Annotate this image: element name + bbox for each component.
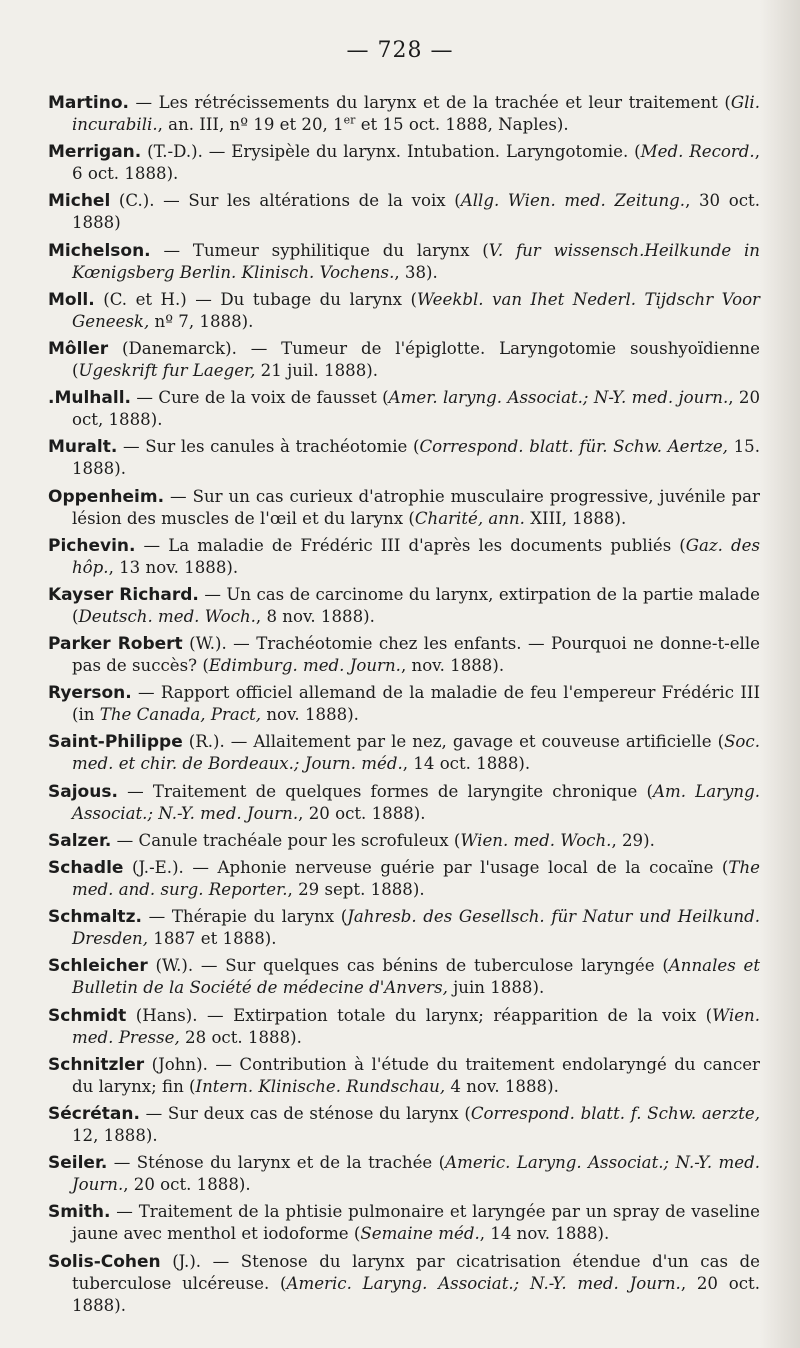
author-name: Merrigan.: [48, 142, 142, 163]
journal-title: Gaz. des hôp.: [72, 535, 760, 577]
journal-title: The med. and. surg. Reporter.: [72, 858, 760, 899]
page-edge-shadow: [760, 0, 800, 1348]
journal-title: V. fur wissensch.Heilkunde in Kœnigsberg Berlin. Klinisch. Vochens.: [72, 240, 760, 282]
bibliography-entry: [48, 338, 760, 382]
author-name: Moll.: [48, 289, 95, 310]
entry-text: (T.-D.). — Erysipèle du larynx. Intubation. Laryngotomie. (: [141, 142, 641, 162]
bibliography-entry: [48, 486, 760, 530]
entry-text: , nov. 1888).: [400, 656, 505, 676]
bibliography-entry: [48, 830, 760, 852]
author-name: Schadle: [48, 858, 124, 878]
entry-text: , 29 sept. 1888).: [287, 880, 425, 899]
author-name: Salzer.: [48, 830, 112, 851]
bibliography-entry: [48, 731, 760, 775]
entry-text: (Hans). — Extirpation totale du larynx; réapparition de la voix (: [126, 1005, 713, 1025]
journal-title: Wien. med. Woch.: [460, 830, 612, 850]
bibliography-entry: [48, 240, 760, 284]
journal-title: Gli. incurabili.: [72, 93, 760, 134]
entry-text: juin 1888).: [447, 978, 545, 998]
bibliography-entry: [48, 190, 760, 234]
entry-text: — Traitement de la phtisie pulmonaire et laryngée par un spray de vaseline jaune avec menthol et iodoforme (: [72, 1202, 760, 1244]
superscript: er: [343, 113, 356, 127]
bibliography-entry: [48, 633, 760, 677]
bibliography-entry: [48, 584, 760, 628]
entry-text: , 8 nov. 1888).: [255, 606, 375, 626]
journal-title: Annales et Bulletin de la Société de médecine d'Anvers,: [72, 956, 760, 998]
journal-title: The Canada, Pract,: [99, 705, 262, 725]
entry-text: 21 juil. 1888).: [255, 360, 379, 380]
entry-text: (C. et H.) — Du tubage du larynx (: [94, 289, 417, 309]
author-name: .Mulhall.: [48, 388, 131, 409]
entry-text: — La maladie de Frédéric III d'après les documents publiés (: [135, 535, 686, 555]
journal-title: Med. Record.: [640, 142, 755, 162]
entry-text: (W.). — Trachéotomie chez les enfants. — Pourquoi ne donne-t-elle pas de succès? (: [72, 634, 760, 676]
entry-text: , 30 oct. 1888): [72, 191, 760, 233]
entry-text: , 20 oct. 1888).: [298, 803, 426, 823]
entry-text: 28 oct. 1888).: [179, 1027, 302, 1047]
author-name: Schleicher: [48, 956, 148, 977]
journal-title: Allg. Wien. med. Zeitung.: [460, 191, 686, 211]
entry-text: (John). — Contribution à l'étude du traitement endolaryngé du cancer du larynx; fin (: [72, 1054, 760, 1096]
entry-text: , 6 oct. 1888).: [72, 142, 760, 184]
entry-text: nº 7, 1888).: [149, 311, 254, 331]
bibliography-entry: [48, 387, 760, 431]
journal-title: Deutsch. med. Woch.: [78, 606, 256, 626]
author-name: Sécrétan.: [48, 1103, 140, 1124]
entry-text: , 38).: [394, 262, 438, 282]
entry-text: , 20 oct. 1888).: [123, 1175, 251, 1195]
bibliography-entry: [48, 1005, 760, 1049]
entry-text: 4 nov. 1888).: [445, 1076, 559, 1096]
journal-title: Semaine méd.: [360, 1224, 480, 1244]
author-name: Parker Robert: [48, 634, 183, 655]
entry-text: — Tumeur syphilitique du larynx (: [150, 240, 489, 260]
author-name: Oppenheim.: [48, 486, 165, 507]
author-name: Solis-Cohen: [48, 1251, 161, 1272]
journal-title: Wien. med. Presse,: [72, 1005, 760, 1047]
author-name: Michelson.: [48, 240, 151, 261]
journal-title: Edimburg. med. Journ.: [208, 656, 401, 676]
author-name: Pichevin.: [48, 535, 136, 556]
author-name: Schnitzler: [48, 1054, 145, 1075]
journal-title: Americ. Laryng. Associat.; N.-Y. med. Journ.: [72, 1153, 760, 1195]
bibliography-entry: [48, 92, 760, 136]
entry-text: , 14 oct. 1888).: [402, 754, 531, 774]
entry-text: — Traitement de quelques formes de laryngite chronique (: [117, 781, 653, 801]
bibliography-entry: [48, 781, 760, 825]
entry-text: (W.). — Sur quelques cas bénins de tuberculose laryngée (: [147, 956, 669, 976]
entry-text: et 15 oct. 1888, Naples).: [355, 115, 569, 134]
entry-text: , an. III, nº 19 et 20, 1: [157, 115, 344, 134]
page-number: — 728 —: [346, 38, 454, 63]
entry-text: XIII, 1888).: [524, 508, 627, 528]
entry-text: (C.). — Sur les altérations de la voix (: [110, 191, 461, 211]
entry-text: (R.). — Allaitement par le nez, gavage et couveuse artificielle (: [182, 732, 725, 752]
entry-text: — Rapport officiel allemand de la maladie de feu l'empereur Frédéric III (in: [72, 683, 760, 725]
author-name: Ryerson.: [48, 683, 132, 704]
journal-title: Intern. Klinische. Rundschau,: [195, 1076, 446, 1096]
bibliography-entry: [48, 1201, 760, 1245]
entry-text: — Thérapie du larynx (: [141, 907, 348, 927]
journal-title: Correspond. blatt. für. Schw. Aertze,: [419, 437, 728, 457]
author-name: Kayser Richard.: [48, 584, 199, 605]
entry-text: — Sténose du larynx et de la trachée (: [107, 1153, 446, 1173]
entry-text: — Les rétrécissements du larynx et de la trachée et leur traitement (: [128, 93, 731, 112]
bibliography-entry: [48, 1152, 760, 1196]
bibliography-entry: [48, 906, 760, 950]
author-name: Schmidt: [48, 1005, 127, 1026]
entry-text: nov. 1888).: [261, 705, 359, 725]
bibliography-entry: [48, 141, 760, 185]
bibliography-entry: [48, 857, 760, 901]
journal-title: Americ. Laryng. Associat.; N.-Y. med. Journ.: [286, 1273, 681, 1293]
journal-title: Weekbl. van Ihet Nederl. Tijdschr Voor Geneesk,: [72, 289, 760, 331]
journal-title: Amer. laryng. Associat.; N-Y. med. journ.: [388, 388, 729, 408]
journal-title: Charité, ann.: [414, 508, 525, 528]
entry-text: (Danemarck). — Tumeur de l'épiglotte. Laryngotomie soushyoïdienne (: [72, 338, 760, 380]
author-name: Môller: [48, 338, 109, 359]
entry-text: — Sur les canules à trachéotomie (: [117, 437, 420, 457]
author-name: Muralt.: [48, 437, 118, 458]
entry-text: (J.-E.). — Aphonie nerveuse guérie par l'usage local de la cocaïne (: [123, 858, 729, 877]
entry-text: — Canule trachéale pour les scrofuleux (: [111, 830, 461, 850]
author-name: Saint-Philippe: [48, 732, 183, 753]
entry-text: , 20 oct. 1888).: [72, 1273, 760, 1315]
entry-text: — Cure de la voix de fausset (: [131, 388, 389, 408]
journal-title: Am. Laryng. Associat.; N.-Y. med. Journ.: [72, 781, 760, 823]
entry-text: 12, 1888).: [72, 1125, 158, 1145]
bibliography-entry: [48, 289, 760, 333]
journal-title: Jahresb. des Gesellsch. für Natur und Heilkund. Dresden,: [72, 907, 760, 949]
bibliography-entry: [48, 1103, 760, 1147]
bibliography-entry: [48, 682, 760, 726]
entry-text: , 20 oct, 1888).: [72, 388, 760, 430]
entry-text: 1887 et 1888).: [147, 929, 277, 949]
bibliography-entry: [48, 1251, 760, 1317]
entry-text: , 13 nov. 1888).: [108, 557, 239, 577]
bibliography-entry: [48, 535, 760, 579]
journal-title: Correspond. blatt. f. Schw. aerzte,: [470, 1103, 760, 1123]
author-name: Michel: [48, 191, 111, 212]
entry-text: — Un cas de carcinome du larynx, extirpation de la partie malade (: [72, 584, 761, 626]
author-name: Smith.: [48, 1202, 111, 1223]
bibliography-entry: [48, 955, 760, 999]
author-name: Martino.: [48, 93, 129, 113]
bibliography-entry: [48, 1054, 760, 1098]
entry-text: (J.). — Stenose du larynx par cicatrisation étendue d'un cas de tuberculose ulcéreuse. (: [72, 1251, 760, 1293]
entry-text: — Sur deux cas de sténose du larynx (: [139, 1103, 471, 1123]
entry-text: — Sur un cas curieux d'atrophie musculaire progressive, juvénile par lésion des muscles de l'œil et du larynx (: [72, 486, 760, 528]
entry-text: , 14 nov. 1888).: [479, 1224, 610, 1244]
journal-title: Soc. med. et chir. de Bordeaux.; Journ. méd.: [72, 732, 760, 774]
author-name: Seiler.: [48, 1153, 108, 1174]
bibliography-entry: [48, 436, 760, 480]
journal-title: Ugeskrift fur Laeger,: [78, 360, 256, 380]
entry-text: , 29).: [611, 830, 655, 850]
author-name: Sajous.: [48, 781, 118, 802]
entry-text: 15. 1888).: [72, 437, 760, 479]
author-name: Schmaltz.: [48, 907, 142, 928]
bibliography-list: [48, 92, 760, 1322]
